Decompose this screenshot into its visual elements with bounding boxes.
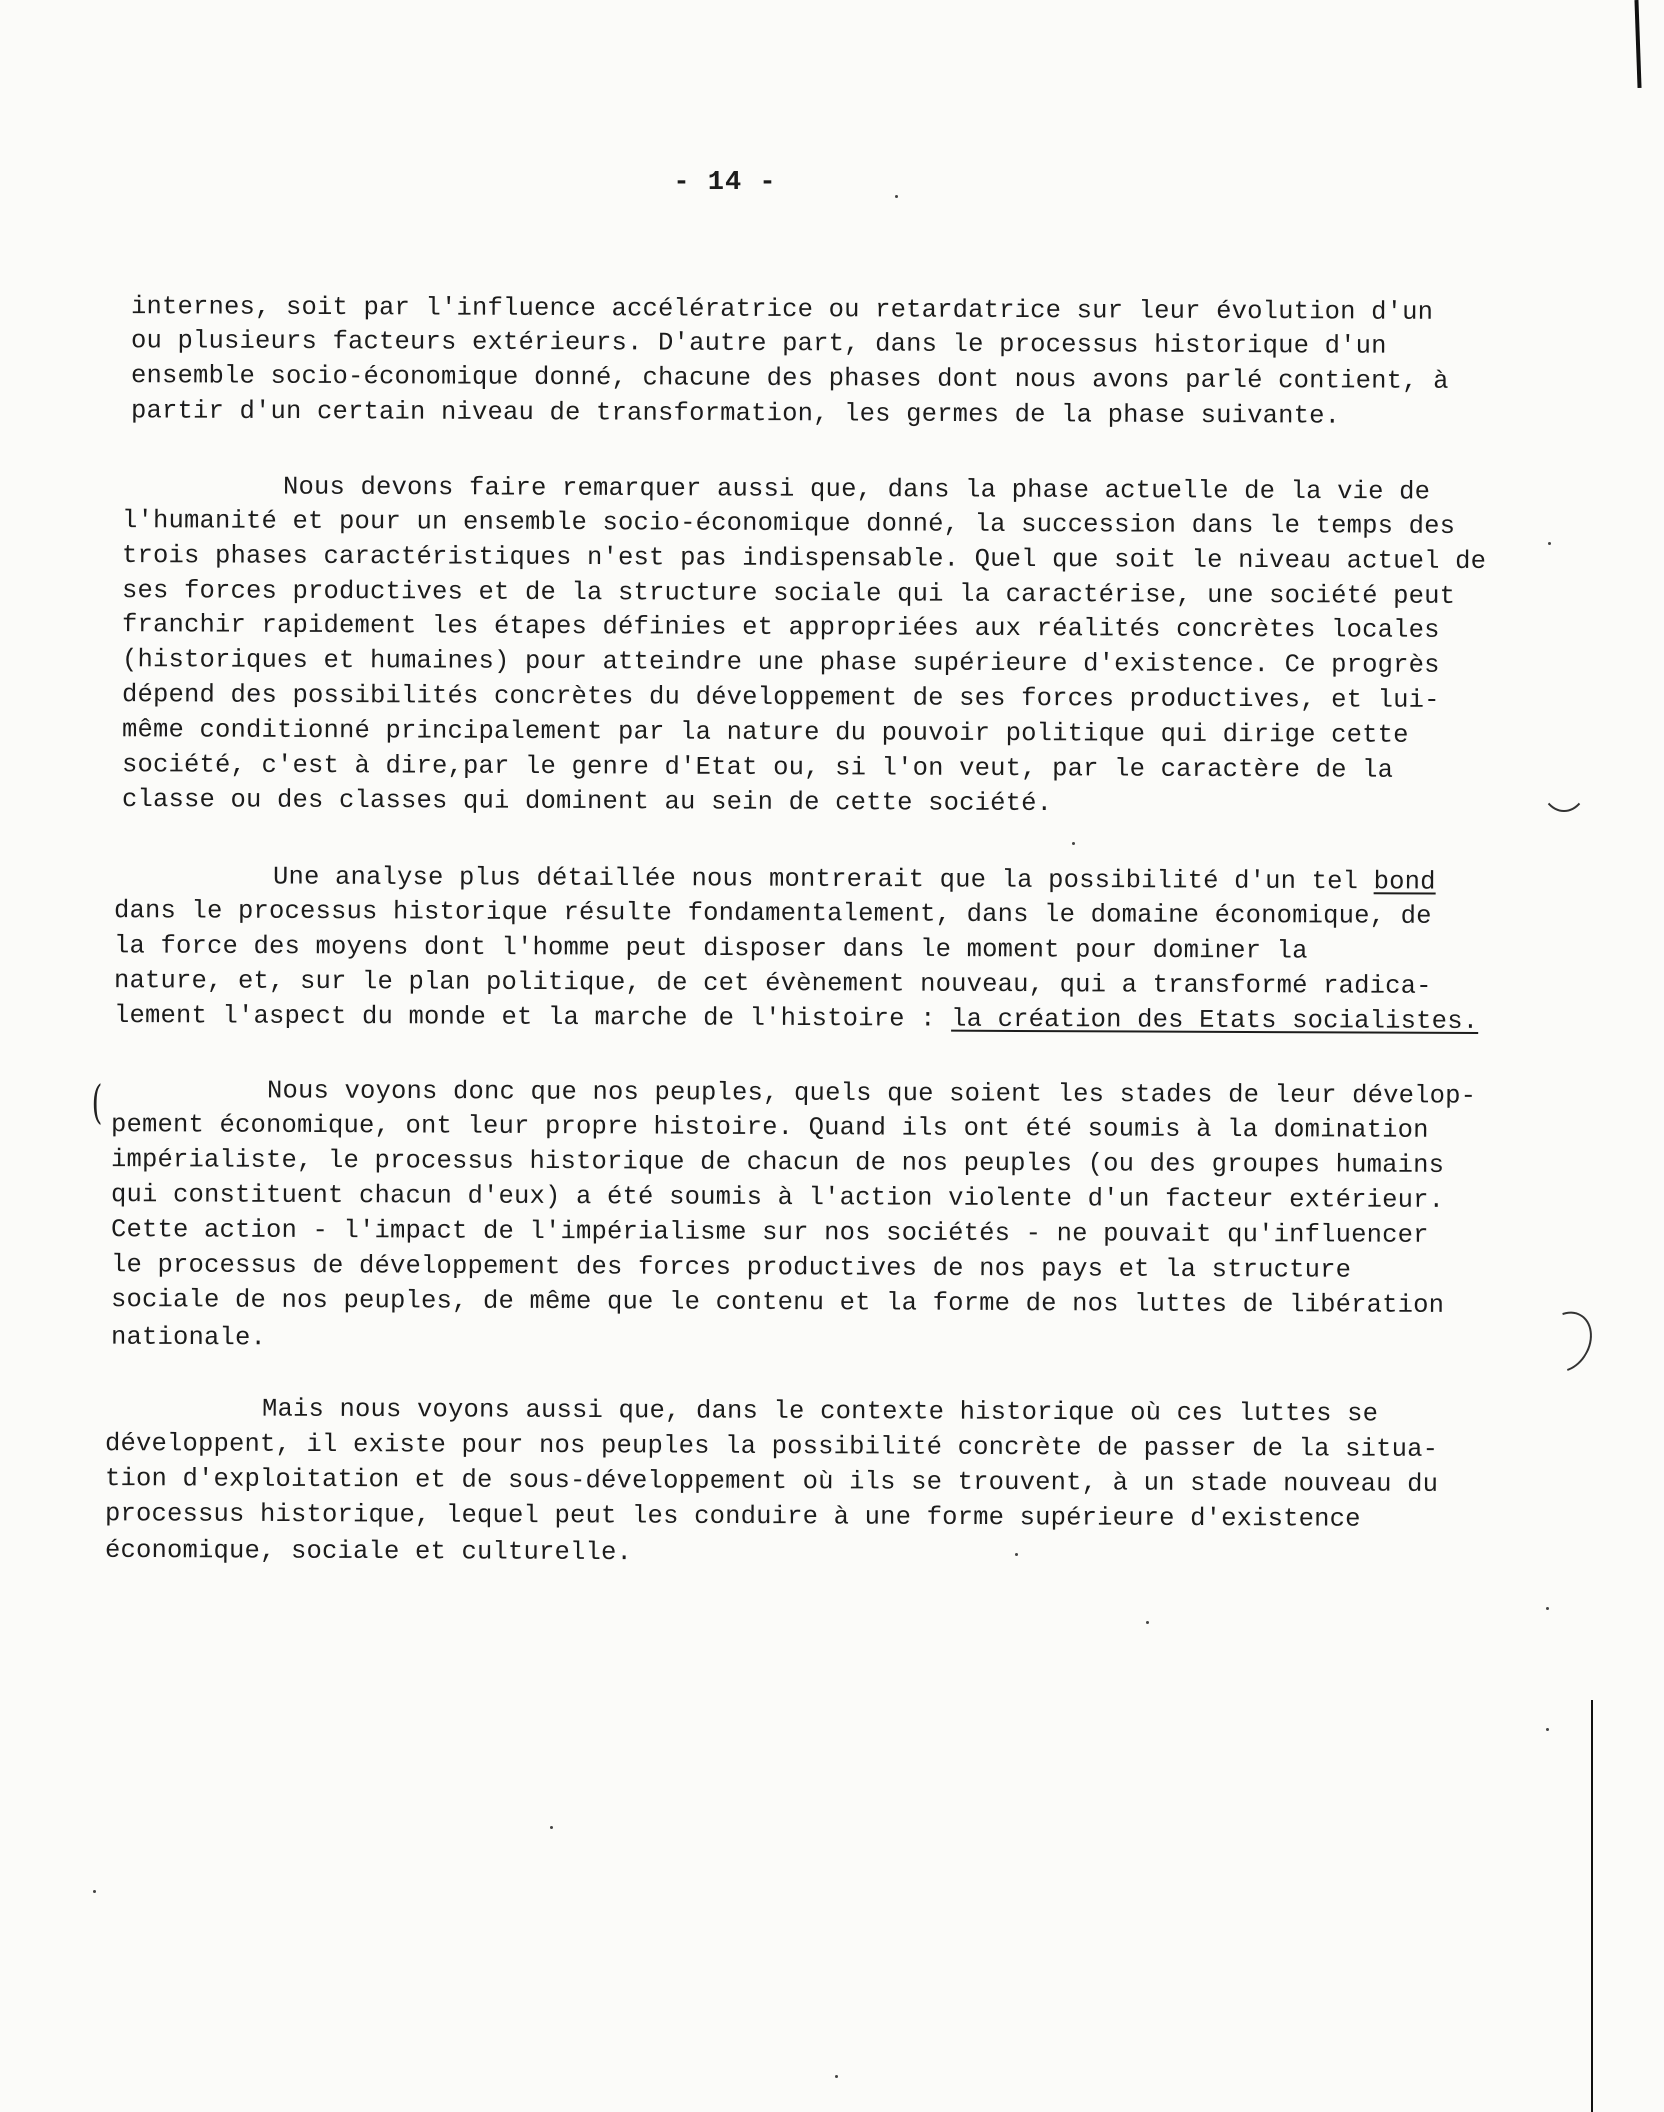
text-line: Cette action - l'impact de l'impérialisme sur nos sociétés - ne pouvait qu'influencer xyxy=(110,1215,1429,1250)
margin-bracket-mark: ( xyxy=(91,1075,103,1129)
text-line: dépend des possibilités concrètes du développement de ses forces productives, et lui- xyxy=(121,680,1440,715)
text-line: Nous devons faire remarquer aussi que, dans la phase actuelle de la vie de xyxy=(282,472,1431,507)
text-line: impérialiste, le processus historique de chacun de nos peuples (ou des groupes humains xyxy=(110,1145,1445,1180)
page-number: - 14 - xyxy=(673,168,777,198)
text-line: ses forces productives et de la structure sociale qui la caractérise, une société peut xyxy=(121,576,1456,611)
text-line: pement économique, ont leur propre histoire. Quand ils ont été soumis à la domination xyxy=(110,1110,1429,1145)
text-line: dans le processus historique résulte fondamentalement, dans le domaine économique, de xyxy=(113,896,1432,931)
text-line: internes, soit par l'influence accélératrice ou retardatrice sur leur évolution d'un xyxy=(130,292,1434,327)
scan-speck xyxy=(550,1826,553,1829)
scan-speck xyxy=(1015,1553,1018,1556)
text-line: partir d'un certain niveau de transformation, les germes de la phase suivante. xyxy=(130,396,1341,431)
underlined-phrase: la création des Etats socialistes. xyxy=(951,1004,1479,1036)
underlined-word: bond xyxy=(1373,867,1436,897)
text-line: trois phases caractéristiques n'est pas indispensable. Quel que soit le niveau actuel de xyxy=(121,541,1487,576)
text-line: économique, sociale et culturelle. xyxy=(104,1535,633,1568)
text-line: ou plusieurs facteurs extérieurs. D'autre part, dans le processus historique d'un xyxy=(130,326,1387,361)
text-line: sociale de nos peuples, de même que le contenu et la forme de nos luttes de libération xyxy=(110,1285,1445,1320)
text-line: l'humanité et pour un ensemble socio-économique donné, la succession dans le temps des xyxy=(121,506,1456,541)
text-line: ensemble socio-économique donné, chacune des phases dont nous avons parlé contient, à xyxy=(130,361,1449,396)
text-line: développent, il existe pour nos peuples la possibilité concrète de passer de la situa- xyxy=(104,1429,1439,1464)
text-line: même conditionné principalement par la nature du pouvoir politique qui dirige cette xyxy=(121,715,1409,750)
text-line: qui constituent chacun d'eux) a été soumis à l'action violente d'un facteur extérieur. xyxy=(110,1180,1445,1215)
text-segment: Une analyse plus détaillée nous montrerait que la possibilité d'un tel xyxy=(272,862,1374,897)
scan-speck xyxy=(1548,542,1551,545)
scan-speck xyxy=(895,195,898,198)
punch-hole-mark xyxy=(1540,752,1588,812)
scan-speck xyxy=(1072,842,1075,845)
text-line: classe ou des classes qui dominent au sein de cette société. xyxy=(121,784,1053,819)
scan-speck xyxy=(1546,1728,1549,1731)
text-line: franchir rapidement les étapes définies et appropriées aux réalités concrètes locales xyxy=(121,610,1440,645)
scan-speck xyxy=(835,2075,838,2078)
scan-speck xyxy=(1146,1621,1149,1624)
text-line: processus historique, lequel peut les conduire à une forme supérieure d'existence xyxy=(104,1499,1361,1534)
text-line: Mais nous voyons aussi que, dans le contexte historique où ces luttes se xyxy=(261,1394,1379,1429)
text-line: Nous voyons donc que nos peuples, quels que soient les stades de leur dévelop- xyxy=(266,1076,1477,1111)
text-line: nationale. xyxy=(110,1322,267,1353)
text-line: la force des moyens dont l'homme peut disposer dans le moment pour dominer la xyxy=(113,931,1308,966)
text-segment: lement l'aspect du monde et la marche de l'histoire : xyxy=(113,1001,952,1034)
text-line: nature, et, sur le plan politique, de cet évènement nouveau, qui a transformé radica- xyxy=(113,966,1432,1001)
scan-speck xyxy=(93,1890,96,1893)
text-line xyxy=(273,861,1436,898)
text-line: tion d'exploitation et de sous-développement où ils se trouvent, à un stade nouveau du xyxy=(104,1464,1439,1499)
text-line xyxy=(114,1000,1478,1038)
text-line: le processus de développement des forces productives de nos pays et la structure xyxy=(110,1250,1352,1285)
scan-edge-mark xyxy=(1591,1700,1593,2112)
scan-speck xyxy=(1546,1607,1549,1610)
text-line: (historiques et humaines) pour atteindre une phase supérieure d'existence. Ce progrès xyxy=(121,645,1440,680)
scan-edge-mark xyxy=(1634,0,1641,88)
punch-hole-mark xyxy=(1527,1302,1602,1382)
text-line: société, c'est à dire,par le genre d'Etat ou, si l'on veut, par le caractère de la xyxy=(121,750,1394,785)
